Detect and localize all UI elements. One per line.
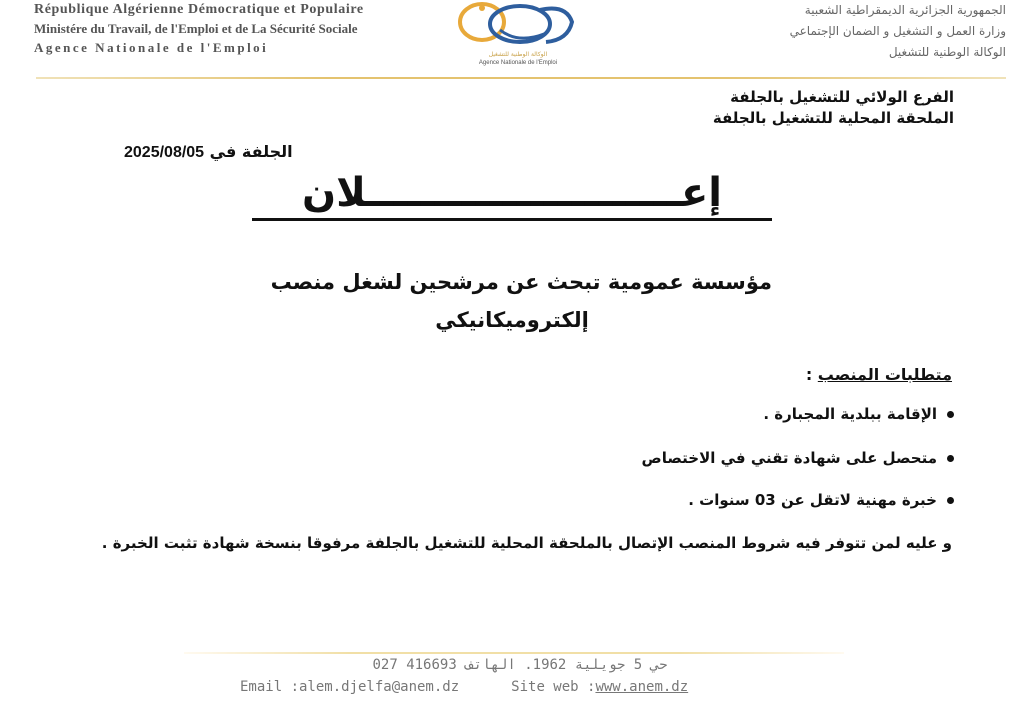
job-title: إلكتروميكانيكي [435, 308, 589, 332]
branch-local: الملحقة المحلية للتشغيل بالجلفة [712, 109, 954, 127]
requirement-text: متحصل على شهادة تقني في الاختصاص [641, 449, 937, 467]
agency-name-ar: الوكالة الوطنية للتشغيل [888, 45, 1006, 59]
requirement-item [763, 405, 954, 423]
country-name-ar: الجمهورية الجزائرية الديمقراطية الشعبية [804, 3, 1006, 17]
requirement-text: خبرة مهنية لاتقل عن 03 سنوات . [688, 491, 937, 509]
branch-wilaya: الفرع الولائي للتشغيل بالجلفة [730, 88, 954, 106]
announcement-subtitle: مؤسسة عمومية تبحث عن مرشحين لشغل منصب [270, 270, 772, 294]
requirements-heading [806, 365, 952, 384]
date-label: الجلفة في [209, 142, 293, 161]
bullet-icon [947, 455, 954, 462]
footer-address: حي 5 جويلية 1962. الهاتف 416693 027 [372, 657, 668, 673]
requirements-title-suffix: : [805, 365, 818, 384]
footer-site-link[interactable]: www.anem.dz [595, 679, 689, 695]
logo-caption-ar: الوكالة الوطنية للتشغيل [488, 51, 548, 58]
document-date [124, 142, 293, 162]
bullet-icon [947, 411, 954, 418]
footer-divider [184, 652, 844, 654]
logo-mark-icon [448, 0, 588, 52]
closing-statement: و عليه لمن تتوفر فيه شروط المنصب الإتصال بالملحقة المحلية للتشغيل بالجلفة مرفوقا بنسخة شهادة تثبت الخبرة . [101, 534, 952, 552]
requirement-text: الإقامة ببلدية المجبارة . [763, 405, 937, 423]
requirement-item [688, 491, 954, 509]
ministry-name-ar: وزارة العمل و التشغيل و الضمان الإجتماعي [789, 24, 1006, 38]
agency-name-fr: Agence Nationale de l'Emploi [34, 40, 269, 55]
header-arabic [586, 0, 1006, 63]
logo-caption-fr: Agence Nationale de l'Emploi [478, 60, 558, 66]
footer-email: Email :alem.djelfa@anem.dz [240, 679, 460, 695]
country-name-fr: République Algérienne Démocratique et Populaire [34, 2, 364, 17]
requirement-item [642, 449, 954, 467]
requirements-title: متطلبات المنصب [817, 365, 952, 384]
header-french [34, 0, 364, 57]
announcement-title: إعـــــــــــــــــــــــلان [252, 168, 772, 221]
footer-site-label: Site web : [511, 679, 596, 695]
ministry-name-fr: Ministére du Travail, de l'Emploi et de La Sécurité Sociale [34, 21, 358, 36]
footer-contact [240, 679, 688, 695]
header-divider [36, 77, 1006, 79]
bullet-icon [947, 497, 954, 504]
date-value: 2025/08/05 [124, 144, 205, 161]
